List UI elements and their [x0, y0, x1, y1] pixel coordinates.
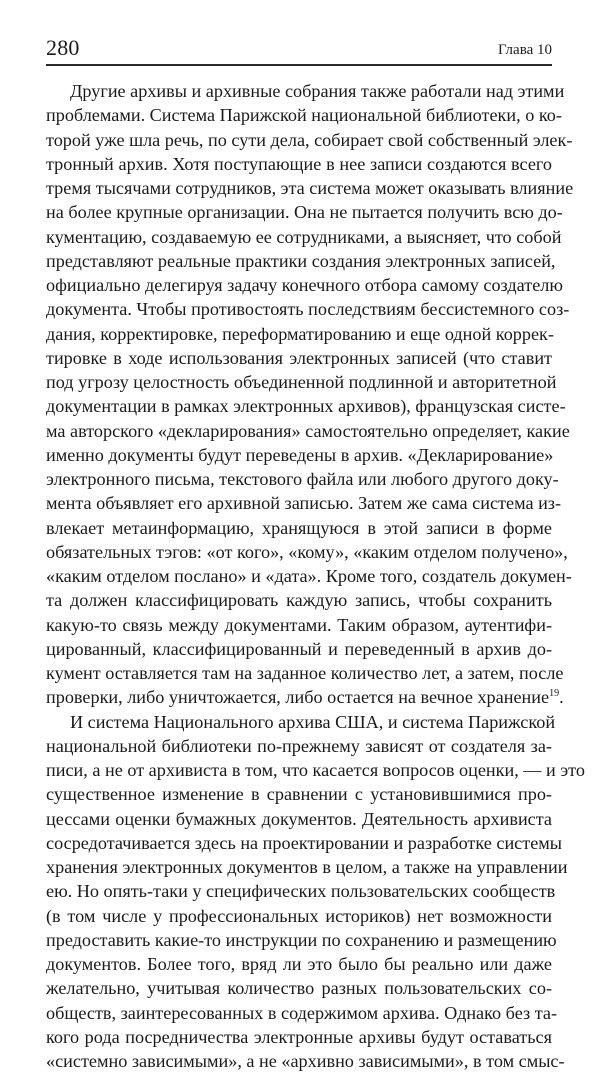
text-line-last [46, 685, 552, 709]
text-line: тремя тысячами сотрудников, эта система может оказывать влияние [46, 176, 552, 200]
running-head: Глава 10 [498, 42, 552, 59]
text-line: (в том числе у профессиональных историков) нет возможности [46, 904, 552, 928]
text-line: желательно, учитывая количество разных пользовательских со- [46, 976, 552, 1000]
text-line: дания, корректировке, переформатированию и еще одной коррек- [46, 322, 552, 346]
text-line: мента объявляет его архивной записью. Затем же сама система из- [46, 491, 552, 515]
text-line: документа. Чтобы противостоять последствиям бессистемного соз- [46, 297, 552, 321]
text-line: проблемами. Система Парижской национальной библиотеки, о ко- [46, 103, 552, 127]
paragraph-2 [46, 710, 552, 1073]
text-line: «системно зависимыми», а не «архивно зависимыми», в том смыс- [46, 1049, 552, 1073]
text-line: ею. Но опять-таки у специфических пользовательских сообществ [46, 879, 552, 903]
text-line: документов. Более того, вряд ли это было бы реально или даже [46, 952, 552, 976]
paragraph-1 [46, 79, 552, 710]
text-line: предоставить какие-то инструкции по сохранению и размещению [46, 928, 552, 952]
text-line: писи, а не от архивиста в том, что касается вопросов оценки, — и это [46, 758, 552, 782]
text-line: цированный, классифицированный и переведенный в архив до- [46, 637, 552, 661]
text-line: документации в рамках электронных архивов), французская систе- [46, 394, 552, 418]
text-line: кумент оставляется там на заданное количество лет, а затем, после [46, 661, 552, 685]
final-punctuation: . [559, 687, 564, 707]
text-line: какую-то связь между документами. Таким образом, аутентифи- [46, 613, 552, 637]
body-text [46, 79, 552, 1073]
text-line: торой уже шла речь, по сути дела, собирает свой собственный элек- [46, 128, 552, 152]
text-line: тировке в ходе использования электронных записей (что ставит [46, 346, 552, 370]
text-line: представляют реальные практики создания электронных записей, [46, 249, 552, 273]
text-line: обязательных тэгов: «от кого», «кому», «каким отделом получено», [46, 540, 552, 564]
text-line: та должен классифицировать каждую запись, чтобы сохранить [46, 588, 552, 612]
text-line: обществ, заинтересованных в содержимом архива. Однако без та- [46, 1001, 552, 1025]
text-line: кого рода посредничества электронные архивы будут оставаться [46, 1025, 552, 1049]
text-line: ма авторского «декларирования» самостоятельно определяет, какие [46, 419, 552, 443]
text-line: влекает метаинформацию, хранящуюся в этой записи в форме [46, 516, 552, 540]
text-line: хранения электронных документов в целом, а также на управлении [46, 855, 552, 879]
text-line: «каким отделом послано» и «дата». Кроме того, создатель докумен- [46, 564, 552, 588]
text-line: цессами оценки бумажных документов. Деятельность архивиста [46, 807, 552, 831]
text-line: тронный архив. Хотя поступающие в нее записи создаются всего [46, 152, 552, 176]
text-line: под угрозу целостность объединенной подлинной и авторитетной [46, 370, 552, 394]
text-line: электронного письма, текстового файла или любого другого доку- [46, 467, 552, 491]
text-line: сосредотачивается здесь на проектировании и разработке системы [46, 831, 552, 855]
text-line: национальной библиотеки по-прежнему зависят от создателя за- [46, 734, 552, 758]
text-line: И система Национального архива США, и система Парижской [46, 710, 552, 734]
text-line: официально делегируя задачу конечного отбора самому создателю [46, 273, 552, 297]
text-line: на более крупные организации. Она не пытается получить всю до- [46, 200, 552, 224]
text-line-content: проверки, либо уничтожается, либо остается на вечное хранение [46, 687, 549, 707]
footnote-ref[interactable]: 19 [549, 688, 559, 699]
page-header [46, 36, 552, 66]
text-line: кументацию, создаваемую ее сотрудниками, а выясняет, что собой [46, 225, 552, 249]
page-number: 280 [46, 35, 80, 61]
text-line: Другие архивы и архивные собрания также работали над этими [46, 79, 552, 103]
text-line: существенное изменение в сравнении с установившимися про- [46, 782, 552, 806]
text-line: именно документы будут переведены в архив. «Декларирование» [46, 443, 552, 467]
